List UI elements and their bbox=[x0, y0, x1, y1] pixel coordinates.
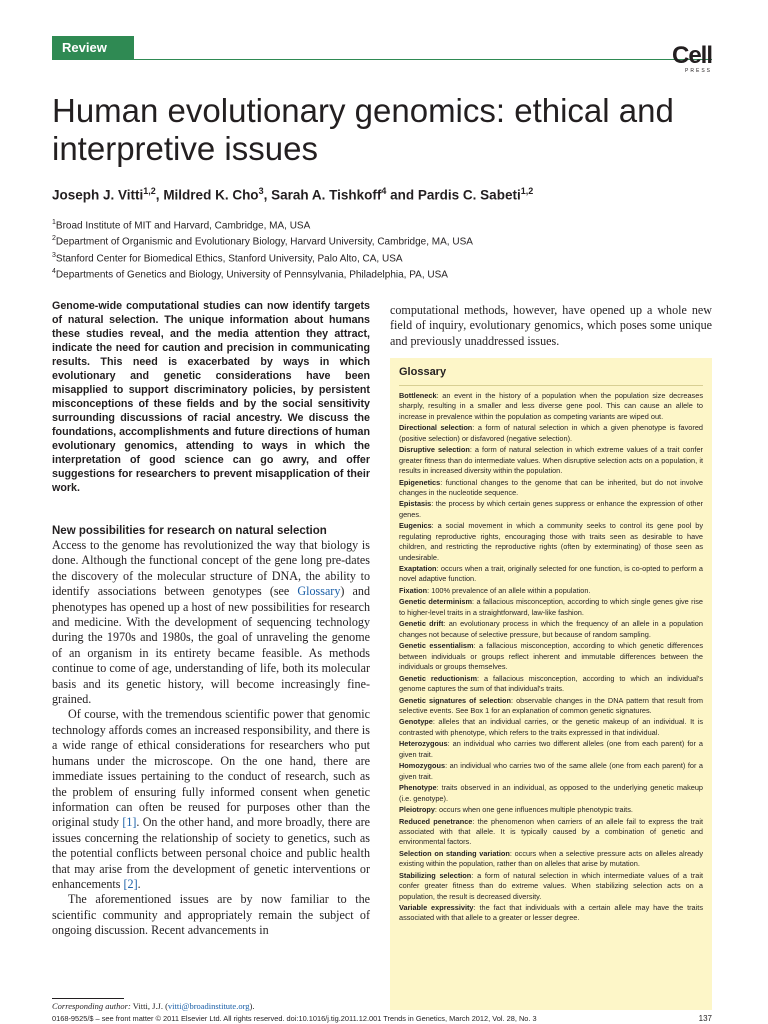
affiliation-number: 1 bbox=[52, 219, 56, 226]
glossary-list bbox=[399, 391, 703, 924]
glossary-term: Selection on standing variation bbox=[399, 848, 510, 858]
paragraph-text: . bbox=[137, 876, 141, 891]
glossary-definition: : an event in the history of a population when the population size decreases sharply, resulting in a smaller and less diverse gene pool. This can cause an allele to increase in prevalence within the population as competing variants are wiped out. bbox=[399, 391, 703, 421]
glossary-term: Exaptation bbox=[399, 564, 437, 574]
glossary-entry bbox=[399, 783, 703, 804]
glossary-definition: : the process by which certain genes suppress or enhance the expression of other genes. bbox=[399, 499, 703, 519]
author-list bbox=[52, 186, 732, 203]
glossary-term: Phenotype bbox=[399, 783, 437, 793]
glossary-term: Variable expressivity bbox=[399, 903, 474, 913]
glossary-entry bbox=[399, 641, 703, 672]
paragraph-text: Of course, with the tremendous scientific power that genomic technology affords comes an increased responsibility, and there is a wide range of ethical considerations for researchers who put humans under the microscope. On the one hand, there are immediate issues pertaining to the conduct of research, such as the problem of ensuring fully informed consent when genetic information can often be reused for purposes other than the original study bbox=[52, 707, 370, 830]
glossary-entry bbox=[399, 739, 703, 760]
paragraph-text: Access to the genome has revolutionized the way that biology is done. Although the functional concept of the gene long pre-dates the discovery of the molecular structure of DNA, the ability to identify associations between genotypes (see bbox=[52, 538, 370, 599]
glossary-term: Epigenetics bbox=[399, 477, 441, 487]
glossary-entry bbox=[399, 521, 703, 563]
glossary-entry bbox=[399, 717, 703, 738]
logo-text: Cell bbox=[671, 42, 712, 69]
glossary-term: Homozygous bbox=[399, 761, 446, 771]
affiliation-text: Departments of Genetics and Biology, University of Pennsylvania, Philadelphia, PA, USA bbox=[55, 269, 448, 281]
glossary-term: Fixation bbox=[399, 585, 428, 595]
glossary-definition: : a fallacious misconception, according to which genetic differences between individuals or groups reflect inherent and immutable differences between the individuals or groups themselves. bbox=[399, 641, 703, 672]
glossary-term: Genetic signatures of selection bbox=[399, 695, 511, 705]
glossary-definition: : alleles that an individual carries, or the genetic makeup of an individual. It is contrasted with phenotype, which refers to the traits expressed in that individual. bbox=[399, 717, 703, 737]
glossary-term: Genetic reductionism bbox=[399, 673, 478, 683]
glossary-term: Eugenics bbox=[399, 521, 432, 531]
author-name: Mildred K. Cho bbox=[163, 187, 259, 203]
author-separator: , bbox=[263, 187, 272, 203]
affiliation bbox=[52, 265, 732, 281]
author-name: Pardis C. Sabeti bbox=[417, 187, 521, 203]
glossary-entry bbox=[399, 391, 703, 422]
glossary-definition: : a form of natural selection in which a given phenotype is favored (positive selection) or disfavored (negative selection). bbox=[399, 423, 703, 443]
paragraph: The aforementioned issues are by now familiar to the scientific community and appropriately remain the subject of ongoing discussion. Recent advancements in bbox=[52, 892, 370, 938]
affiliation-number: 3 bbox=[52, 251, 56, 259]
author-affiliation-mark: 4 bbox=[381, 186, 387, 196]
corresponding-close: ). bbox=[249, 1001, 255, 1011]
glossary-term: Genetic determinism bbox=[399, 597, 473, 607]
glossary-term: Bottleneck bbox=[399, 391, 437, 400]
glossary-term: Epistasis bbox=[399, 499, 432, 509]
glossary-definition: : the phenomenon when carriers of an allele fail to express the trait associated with that allele. It is typically caused by a combination of genetic and environmental factors. bbox=[399, 816, 703, 847]
citation-footer bbox=[52, 1014, 712, 1023]
glossary-term: Directional selection bbox=[399, 423, 473, 433]
cell-press-logo bbox=[664, 44, 712, 74]
glossary-definition: : traits observed in an individual, as opposed to the underlying genetic makeup (i.e. genotype). bbox=[399, 783, 703, 803]
glossary-definition: : a fallacious misconception, according to which single genes give rise to higher-level traits in a straightforward, law-like fashion. bbox=[399, 597, 703, 617]
section-label: Review bbox=[52, 36, 134, 60]
glossary-definition: : occurs when a trait, originally selected for one function, is co-opted to perform a novel adaptive function. bbox=[399, 564, 703, 584]
glossary-entry bbox=[399, 903, 703, 924]
glossary-link[interactable]: Glossary bbox=[297, 584, 341, 599]
glossary-entry bbox=[399, 564, 703, 585]
glossary-entry bbox=[399, 597, 703, 618]
reference-link[interactable]: [1] bbox=[122, 815, 137, 830]
glossary-entry bbox=[399, 499, 703, 520]
affiliation-text: Broad Institute of MIT and Harvard, Cambridge, MA, USA bbox=[55, 220, 311, 232]
page-number: 137 bbox=[698, 1014, 712, 1023]
affiliation bbox=[52, 249, 732, 265]
corresponding-author bbox=[52, 1001, 372, 1011]
body-column-right: computational methods, however, have opened up a whole new field of inquiry, evolutionary genomics, which poses some unique and previously unaddressed issues. bbox=[390, 303, 712, 348]
paragraph-text: . On the other hand, and more broadly, there are issues concerning the relationship of society to genetics, such as the potential conflicts between personal choice and public health that may arise from the development of genetic interventions or enhancements bbox=[52, 815, 370, 891]
reference-link[interactable]: [2] bbox=[123, 876, 138, 891]
author-affiliation-mark: 3 bbox=[258, 186, 264, 196]
glossary-definition: : an individual who carries two different alleles (one from each parent) for a given trait. bbox=[399, 739, 703, 759]
author-affiliation-mark: 1,2 bbox=[520, 186, 534, 196]
glossary-entry bbox=[399, 696, 703, 717]
glossary-definition: : observable changes in the DNA pattern that result from selective events. See Box 1 for an explanation of common genetic signatures. bbox=[399, 695, 703, 715]
glossary-definition: : a form of natural selection in which intermediate values of a trait confer greater fitness than do extreme values. When stabilizing selection acts on a population, the result is decreased diversity. bbox=[399, 870, 703, 901]
affiliation-text: Stanford Center for Biomedical Ethics, Stanford University, Palo Alto, CA, USA bbox=[55, 252, 403, 264]
affiliation bbox=[52, 232, 732, 248]
glossary-entry bbox=[399, 849, 703, 870]
article-title: Human evolutionary genomics: ethical and interpretive issues bbox=[52, 92, 674, 167]
email-link[interactable]: vitti@broadinstitute.org bbox=[167, 1001, 250, 1011]
glossary-term: Genetic essentialism bbox=[399, 641, 474, 651]
paragraph-text: ) and phenotypes has opened up a host of new possibilities for research and medicine. With the development of sequencing technology during the 1970s and 1980s, the goal of unraveling the genome of an organism in its entirety became feasible. As methods continue to come of age, understanding of life, both its molecular basis and its genetic history, will become increasingly fine-grained. bbox=[52, 584, 370, 707]
glossary-title: Glossary bbox=[399, 364, 703, 386]
affiliation bbox=[52, 216, 732, 232]
glossary-term: Reduced penetrance bbox=[399, 816, 473, 826]
body-column-left bbox=[52, 538, 370, 939]
section-heading: New possibilities for research on natural selection bbox=[52, 525, 327, 537]
glossary-term: Disruptive selection bbox=[399, 445, 470, 455]
glossary-term: Genotype bbox=[399, 717, 433, 727]
author-name: Joseph J. Vitti bbox=[52, 187, 144, 203]
glossary-entry bbox=[399, 445, 703, 476]
author-affiliation-mark: 1,2 bbox=[143, 186, 156, 196]
author-separator: , bbox=[155, 187, 164, 203]
glossary-entry bbox=[399, 619, 703, 640]
glossary-definition: : occurs when a selective pressure acts on alleles already existing within the population, rather than on alleles that arise by mutation. bbox=[399, 848, 703, 869]
paragraph bbox=[52, 707, 370, 892]
glossary-definition: : an evolutionary process in which the frequency of an allele in a population changes not because of selective pressure, but because of random sampling. bbox=[399, 619, 703, 639]
glossary-definition: : a social movement in which a community seeks to control its gene pool by regulating reproductive rights, encouraging those with traits seen as desirable to have children, and restricting the reproductive rights (often by exterminating) of those seen as undesirable. bbox=[399, 521, 703, 562]
logo-subtext: PRESS bbox=[685, 68, 712, 74]
header-rule bbox=[52, 36, 712, 60]
glossary-entry bbox=[399, 586, 703, 596]
affiliation-list bbox=[52, 216, 732, 281]
glossary-entry bbox=[399, 761, 703, 782]
citation-line: 0168-9525/$ – see front matter © 2011 Elsevier Ltd. All rights reserved. doi:10.1016/j.tig.2011.12.001 Trends in Genetics, March 2012, Vol. 28, No. 3 bbox=[52, 1014, 537, 1023]
glossary-definition: : 100% prevalence of an allele within a population. bbox=[427, 585, 591, 595]
affiliation-number: 4 bbox=[52, 267, 56, 275]
glossary-entry bbox=[399, 805, 703, 815]
author-name: Sarah A. Tishkoff bbox=[271, 187, 382, 203]
footnote-rule bbox=[52, 998, 124, 999]
glossary-definition: : a form of natural selection in which extreme values of a trait confer greater fitness than do intermediate values. When disruptive selection acts on a population, it results in increased diversity within the population. bbox=[399, 445, 703, 476]
glossary-entry bbox=[399, 871, 703, 902]
glossary-entry bbox=[399, 817, 703, 848]
glossary-term: Stabilizing selection bbox=[399, 870, 472, 880]
corresponding-name: Vitti, J.J. ( bbox=[130, 1001, 168, 1011]
glossary-definition: : an individual who carries two of the same allele (one from each parent) for a given trait. bbox=[399, 761, 703, 781]
affiliation-text: Department of Organismic and Evolutionary Biology, Harvard University, Cambridge, MA, USA bbox=[55, 236, 473, 248]
glossary-definition: : occurs when one gene influences multiple phenotypic traits. bbox=[434, 805, 633, 815]
glossary-definition: : functional changes to the genome that can be inherited, but do not involve changes in the nucleotide sequence. bbox=[399, 477, 703, 497]
abstract: Genome-wide computational studies can now identify targets of natural selection. The unique information about humans these studies reveal, and the media attention they attract, indicate the need for caution and precision in communicating results. This need is exacerbated by ways in which evolutionary and genetic considerations have been misapplied to support discriminatory policies, by persistent misconceptions of these fields and by the social sensitivity surrounding discussions of racial ancestry. We discuss the foundations, accomplishments and future directions of human evolutionary genomics, attending to ways in which the interpretation of good science can go awry, and offer suggestions for researchers to prevent misapplication of their work. bbox=[52, 300, 370, 494]
glossary-term: Heterozygous bbox=[399, 739, 448, 749]
corresponding-label: Corresponding author: bbox=[52, 1001, 131, 1011]
glossary-entry bbox=[399, 674, 703, 695]
glossary-entry bbox=[399, 478, 703, 499]
author-separator: and bbox=[386, 187, 418, 203]
glossary-definition: : the fact that individuals with a certain allele may have the traits associated with that allele to a greater or lesser degree. bbox=[399, 903, 703, 923]
glossary-entry bbox=[399, 423, 703, 444]
glossary-term: Genetic drift bbox=[399, 619, 444, 629]
glossary-definition: : a fallacious misconception, according to which an individual's genome captures the sum of that individual's traits. bbox=[399, 673, 703, 693]
glossary-term: Pleiotropy bbox=[399, 805, 435, 815]
glossary-box bbox=[390, 358, 712, 1010]
affiliation-number: 2 bbox=[52, 235, 56, 243]
paragraph bbox=[52, 538, 370, 707]
